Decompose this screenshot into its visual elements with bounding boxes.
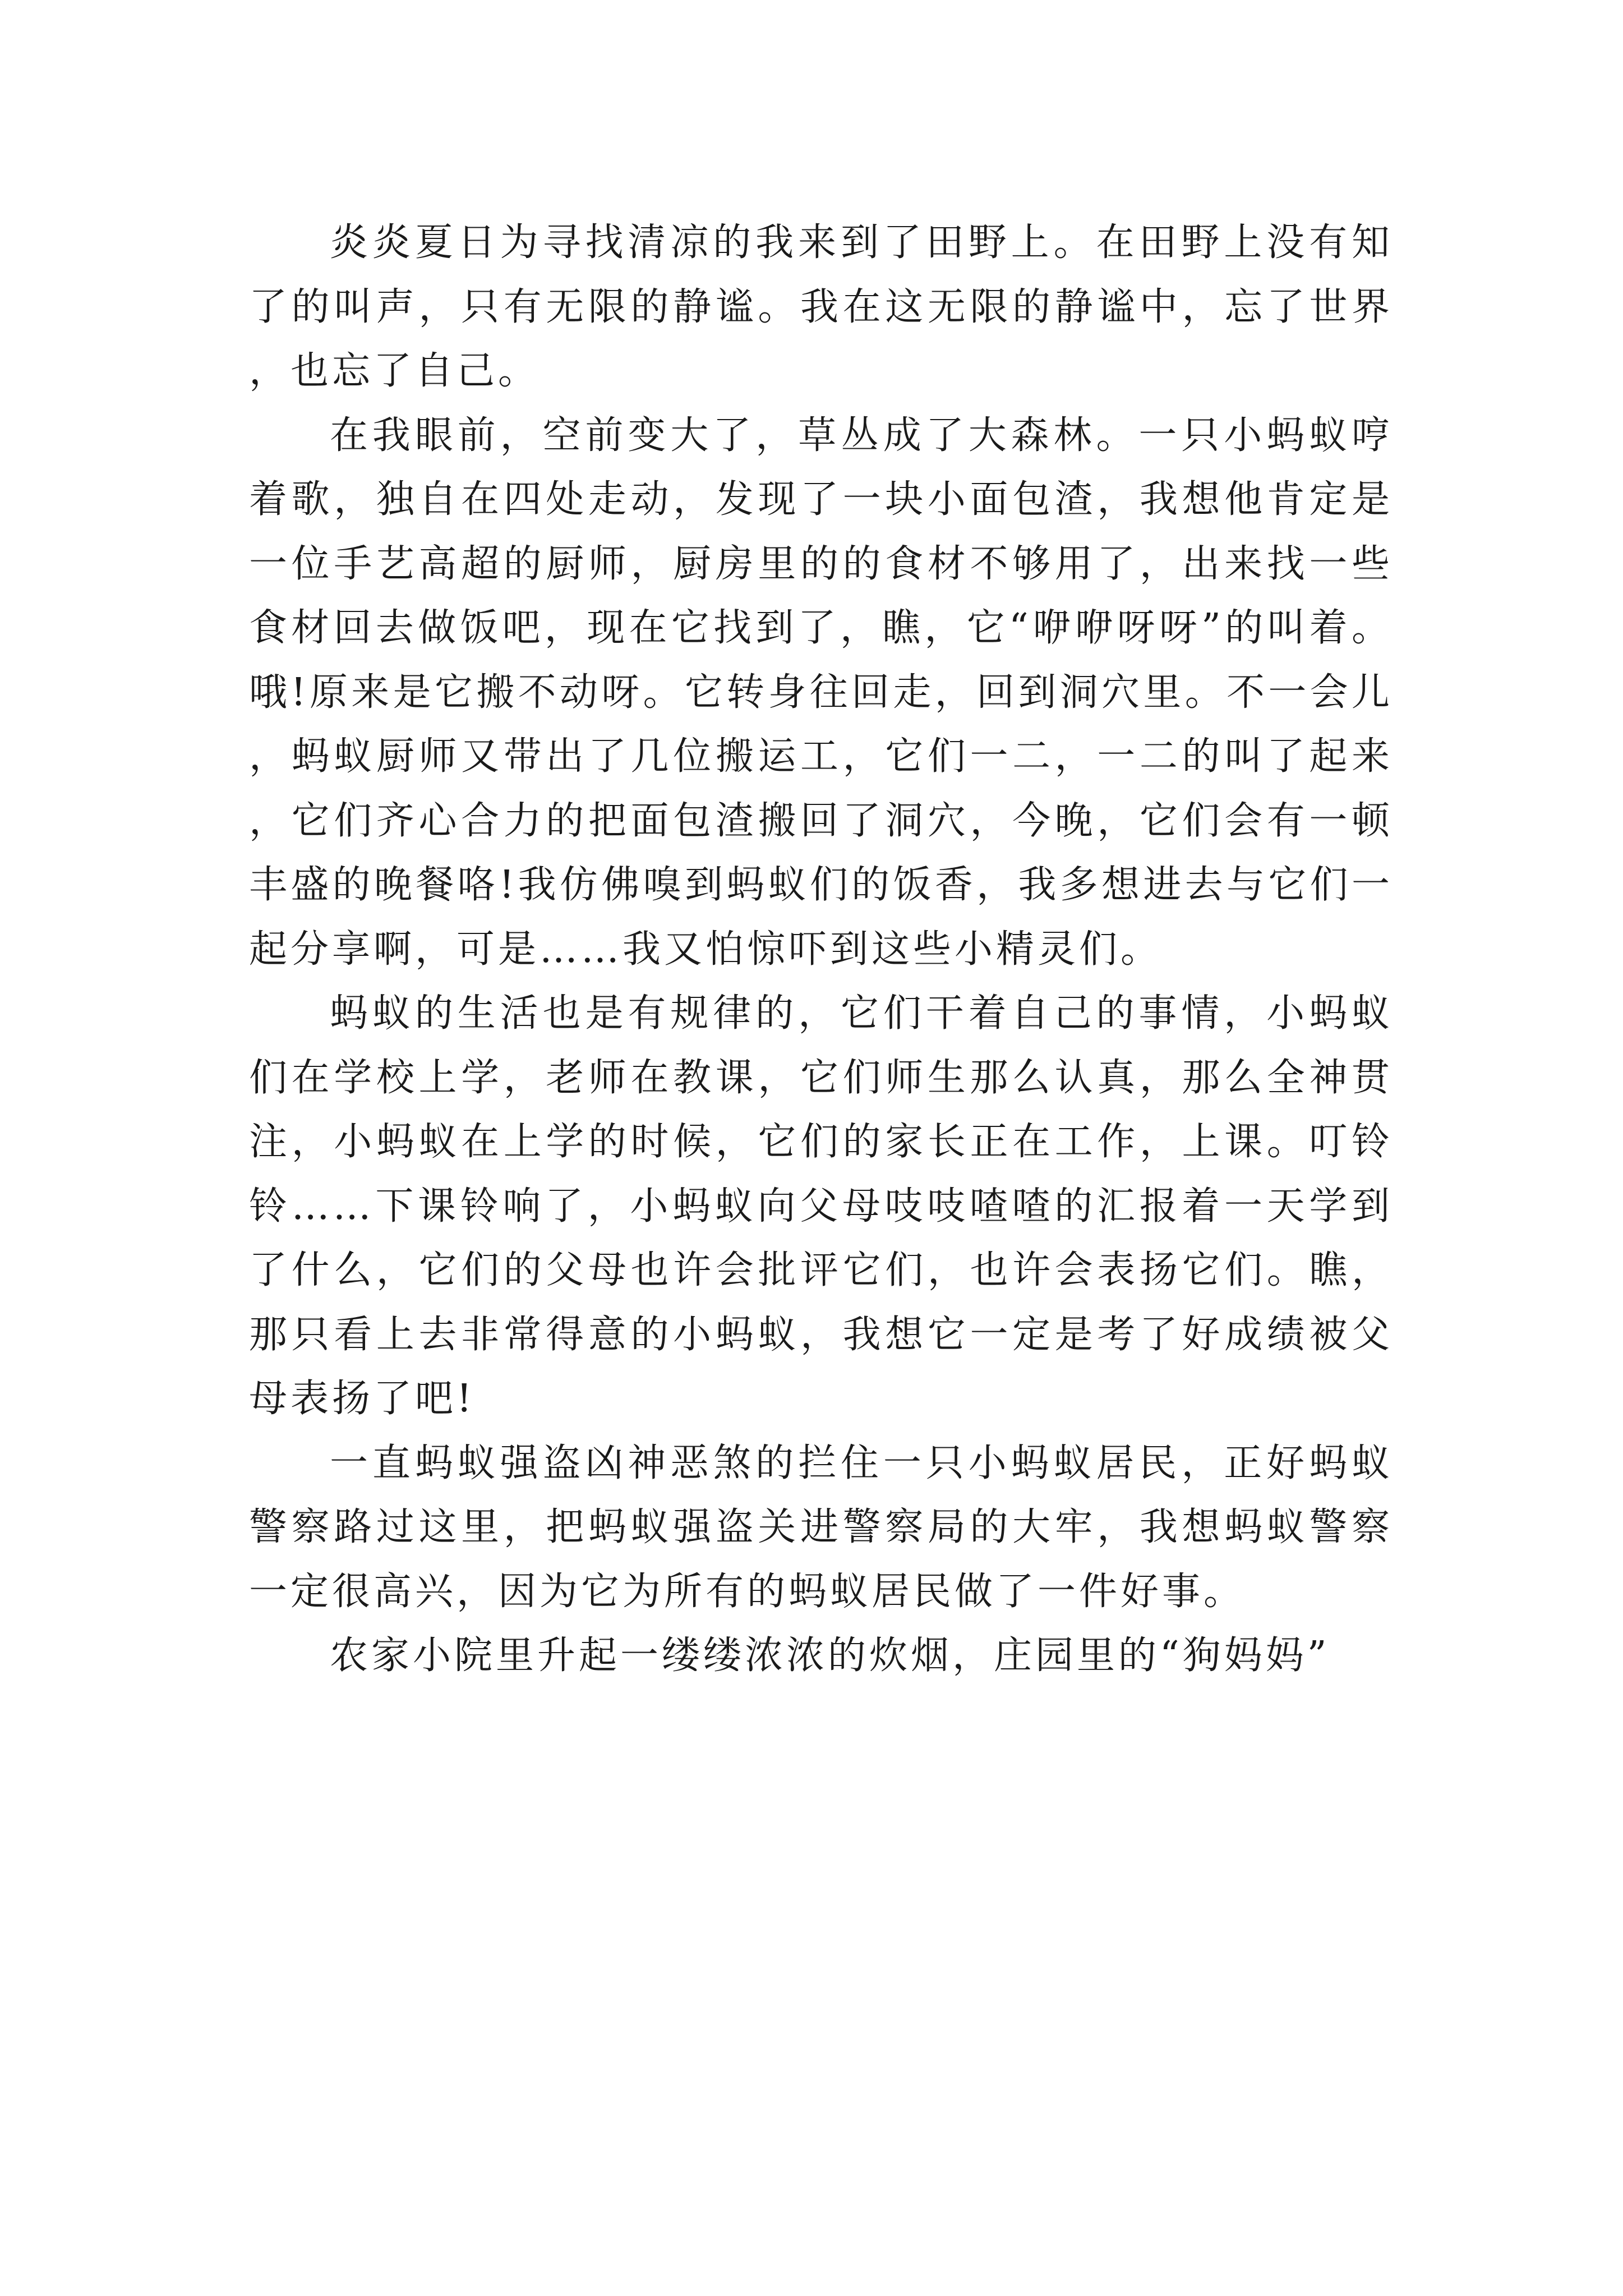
essay-body <box>249 211 1393 1688</box>
paragraph-5: 农家小院里升起一缕缕浓浓的炊烟，庄园里的“狗妈妈” <box>330 1634 1330 1678</box>
paragraph-1: 炎炎夏日为寻找清凉的我来到了田野上。在田野上没有知了的叫声，只有无限的静谧。我在这无限的静谧中，忘了世界，也忘了自己。 <box>249 220 1393 393</box>
paragraph-4: 一直蚂蚁强盗凶神恶煞的拦住一只小蚂蚁居民，正好蚂蚁警察路过这里，把蚂蚁强盗关进警察局的大牢，我想蚂蚁警察一定很高兴，因为它为所有的蚂蚁居民做了一件好事。 <box>249 1441 1393 1614</box>
paragraph-2: 在我眼前，空前变大了，草丛成了大森林。一只小蚂蚁哼着歌，独自在四处走动，发现了一块小面包渣，我想他肯定是一位手艺高超的厨师，厨房里的的食材不够用了，出来找一些食材回去做饭吧，现在它找到了，瞧，它“咿咿呀呀”的叫着。哦!原来是它搬不动呀。它转身往回走，回到洞穴里。不一会儿，蚂蚁厨师又带出了几位搬运工，它们一二，一二的叫了起来，它们齐心合力的把面包渣搬回了洞穴，今晚，它们会有一顿丰盛的晚餐咯!我仿佛嗅到蚂蚁们的饭香，我多想进去与它们一起分享啊，可是……我又怕惊吓到这些小精灵们。 <box>249 413 1393 972</box>
paragraph-3: 蚂蚁的生活也是有规律的，它们干着自己的事情，小蚂蚁们在学校上学，老师在教课，它们师生那么认真，那么全神贯注，小蚂蚁在上学的时候，它们的家长正在工作，上课。叮铃铃……下课铃响了，小蚂蚁向父母吱吱喳喳的汇报着一天学到了什么，它们的父母也许会批评它们，也许会表扬它们。瞧，那只看上去非常得意的小蚂蚁，我想它一定是考了好成绩被父母表扬了吧! <box>249 991 1393 1421</box>
